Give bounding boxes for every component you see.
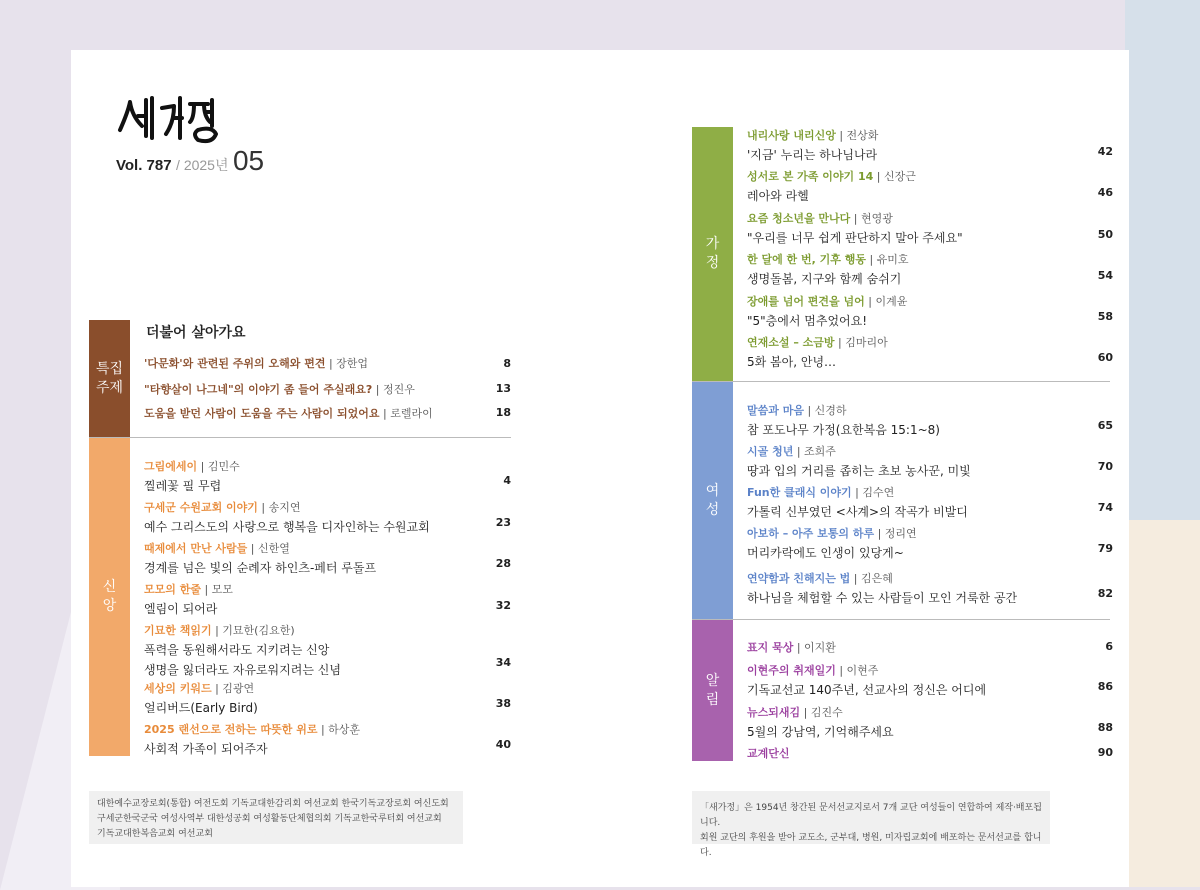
faith-item[interactable]: 모모의 한줄 | 모모 엘림이 되어라 bbox=[144, 583, 233, 616]
family-item[interactable]: 성서로 본 가족 이야기 14 | 신장근 레아와 라헬 bbox=[747, 170, 916, 203]
page-number: 88 bbox=[1097, 721, 1113, 734]
section-tab-notice: 알 림 bbox=[692, 620, 733, 761]
family-item[interactable]: 한 달에 한 번, 기후 행동 | 유미호 생명돌봄, 지구와 함께 숨쉬기 bbox=[747, 253, 909, 286]
section-tab-special: 특집 주제 bbox=[89, 320, 130, 437]
page-number: 79 bbox=[1097, 542, 1113, 555]
special-heading: 더불어 살아가요 bbox=[146, 325, 246, 341]
notice-item[interactable]: 표지 묵상 | 이지환 bbox=[747, 641, 836, 654]
women-item[interactable]: 연약함과 친해지는 법 | 김은혜 하나님을 체험할 수 있는 사람들이 모인 거룩한 공간 bbox=[747, 572, 1018, 605]
issue-year: / 2025년 bbox=[176, 157, 229, 173]
footer-right: 「새가정」은 1954년 창간된 문서선교지로서 7개 교단 여성들이 연합하여 제작·배포됩니다. 회원 교단의 후원을 받아 교도소, 군부대, 병원, 미자립교회에 배포하는 문서선교를 합니다. bbox=[692, 791, 1050, 844]
issue-month: 05 bbox=[232, 145, 265, 176]
page-number: 40 bbox=[495, 738, 511, 751]
page-number: 38 bbox=[495, 697, 511, 710]
section-tab-faith: 신 앙 bbox=[89, 438, 130, 756]
notice-item[interactable]: 뉴스되새김 | 김진수 5월의 강남역, 기억해주세요 bbox=[747, 706, 894, 739]
footer-left: 대한예수교장로회(통합) 여전도회 기독교대한감리회 여선교회 한국기독교장로회 여신도회 구세군한국군국 여성사역부 대한성공회 여성활동단체협의회 기독교한국루터회 여선교회 기독교대한복음교회 여선교회 bbox=[89, 791, 463, 844]
section-tab-family: 가 정 bbox=[692, 127, 733, 381]
volume-number: Vol. 787 bbox=[116, 157, 172, 174]
family-item[interactable]: 요즘 청소년을 만나다 | 현영광 "우리를 너무 쉽게 판단하지 말아 주세요" bbox=[747, 212, 963, 245]
women-item[interactable]: Fun한 클래식 이야기 | 김수연 가톨릭 신부였던 <사계>의 작곡가 비발디 bbox=[747, 486, 968, 519]
page-number: 70 bbox=[1097, 460, 1113, 473]
divider bbox=[692, 619, 1110, 620]
family-item[interactable]: 장애를 넘어 편견을 넘어 | 이계윤 "5"층에서 멈추었어요! bbox=[747, 295, 908, 328]
special-item[interactable]: 도움을 받던 사람이 도움을 주는 사람이 되었어요 | 로렐라이 bbox=[144, 407, 433, 420]
page-number: 74 bbox=[1097, 501, 1113, 514]
issue-info bbox=[116, 145, 264, 177]
section-tab-women: 여 성 bbox=[692, 382, 733, 619]
page-number: 60 bbox=[1097, 351, 1113, 364]
special-item[interactable]: "타향살이 나그네"의 이야기 좀 들어 주실래요? | 정진우 bbox=[144, 383, 415, 396]
faith-item[interactable]: 때제에서 만난 사람들 | 신한열 경계를 넘은 빛의 순례자 하인츠-페터 루돌프 bbox=[144, 542, 377, 575]
page-number: 90 bbox=[1097, 746, 1113, 759]
faith-item[interactable]: 세상의 키워드 | 김광연 얼리버드(Early Bird) bbox=[144, 682, 258, 715]
women-item[interactable]: 시골 청년 | 조희주 땅과 입의 거리를 좁히는 초보 농사꾼, 미빛 bbox=[747, 445, 971, 478]
page-number: 50 bbox=[1097, 228, 1113, 241]
background-band-right-lower bbox=[1125, 520, 1200, 887]
page-number: 8 bbox=[503, 357, 511, 370]
page-number: 65 bbox=[1097, 419, 1113, 432]
special-item[interactable]: '다문화'와 관련된 주위의 오해와 편견 | 장한업 bbox=[144, 357, 369, 370]
notice-item[interactable]: 이현주의 취재일기 | 이현주 기독교선교 140주년, 선교사의 정신은 어디에 bbox=[747, 664, 987, 697]
magazine-logo bbox=[116, 92, 236, 152]
notice-item[interactable]: 교계단신 bbox=[747, 747, 790, 760]
page-number: 86 bbox=[1097, 680, 1113, 693]
page-number: 82 bbox=[1097, 587, 1113, 600]
women-item[interactable]: 아보하 – 아주 보통의 하루 | 정리연 머리카락에도 인생이 있당게~ bbox=[747, 527, 917, 560]
page-number: 6 bbox=[1105, 640, 1113, 653]
faith-item[interactable]: 구세군 수원교회 이야기 | 송지연 예수 그리스도의 사랑으로 행복을 디자인하는 수원교회 bbox=[144, 501, 430, 534]
page-number: 46 bbox=[1097, 186, 1113, 199]
family-item[interactable]: 내리사랑 내리신앙 | 전상화 '지금' 누리는 하나님나라 bbox=[747, 129, 879, 162]
divider bbox=[692, 381, 1110, 382]
page-number: 34 bbox=[495, 656, 511, 669]
page-number: 4 bbox=[503, 474, 511, 487]
women-item[interactable]: 말씀과 마음 | 신경하 참 포도나무 가정(요한복음 15:1~8) bbox=[747, 404, 940, 437]
page-number: 58 bbox=[1097, 310, 1113, 323]
faith-item[interactable]: 그림에세이 | 김민수 찔레꽃 필 무렵 bbox=[144, 460, 240, 493]
family-item[interactable]: 연재소설 – 소금방 | 김마리아 5화 봄아, 안녕… bbox=[747, 336, 888, 369]
page-number: 23 bbox=[495, 516, 511, 529]
page-number: 13 bbox=[495, 382, 511, 395]
page-number: 42 bbox=[1097, 145, 1113, 158]
page-number: 28 bbox=[495, 557, 511, 570]
faith-item[interactable]: 기묘한 책읽기 | 기묘한(김요한) 폭력을 동원해서라도 지키려는 신앙 생명을 잃더라도 자유로워지려는 신념 bbox=[144, 624, 341, 677]
toc-page bbox=[71, 50, 1129, 887]
page-number: 18 bbox=[495, 406, 511, 419]
faith-item[interactable]: 2025 랜선으로 전하는 따뜻한 위로 | 하상훈 사회적 가족이 되어주자 bbox=[144, 723, 361, 756]
page-number: 32 bbox=[495, 599, 511, 612]
divider bbox=[89, 437, 511, 438]
page-number: 54 bbox=[1097, 269, 1113, 282]
